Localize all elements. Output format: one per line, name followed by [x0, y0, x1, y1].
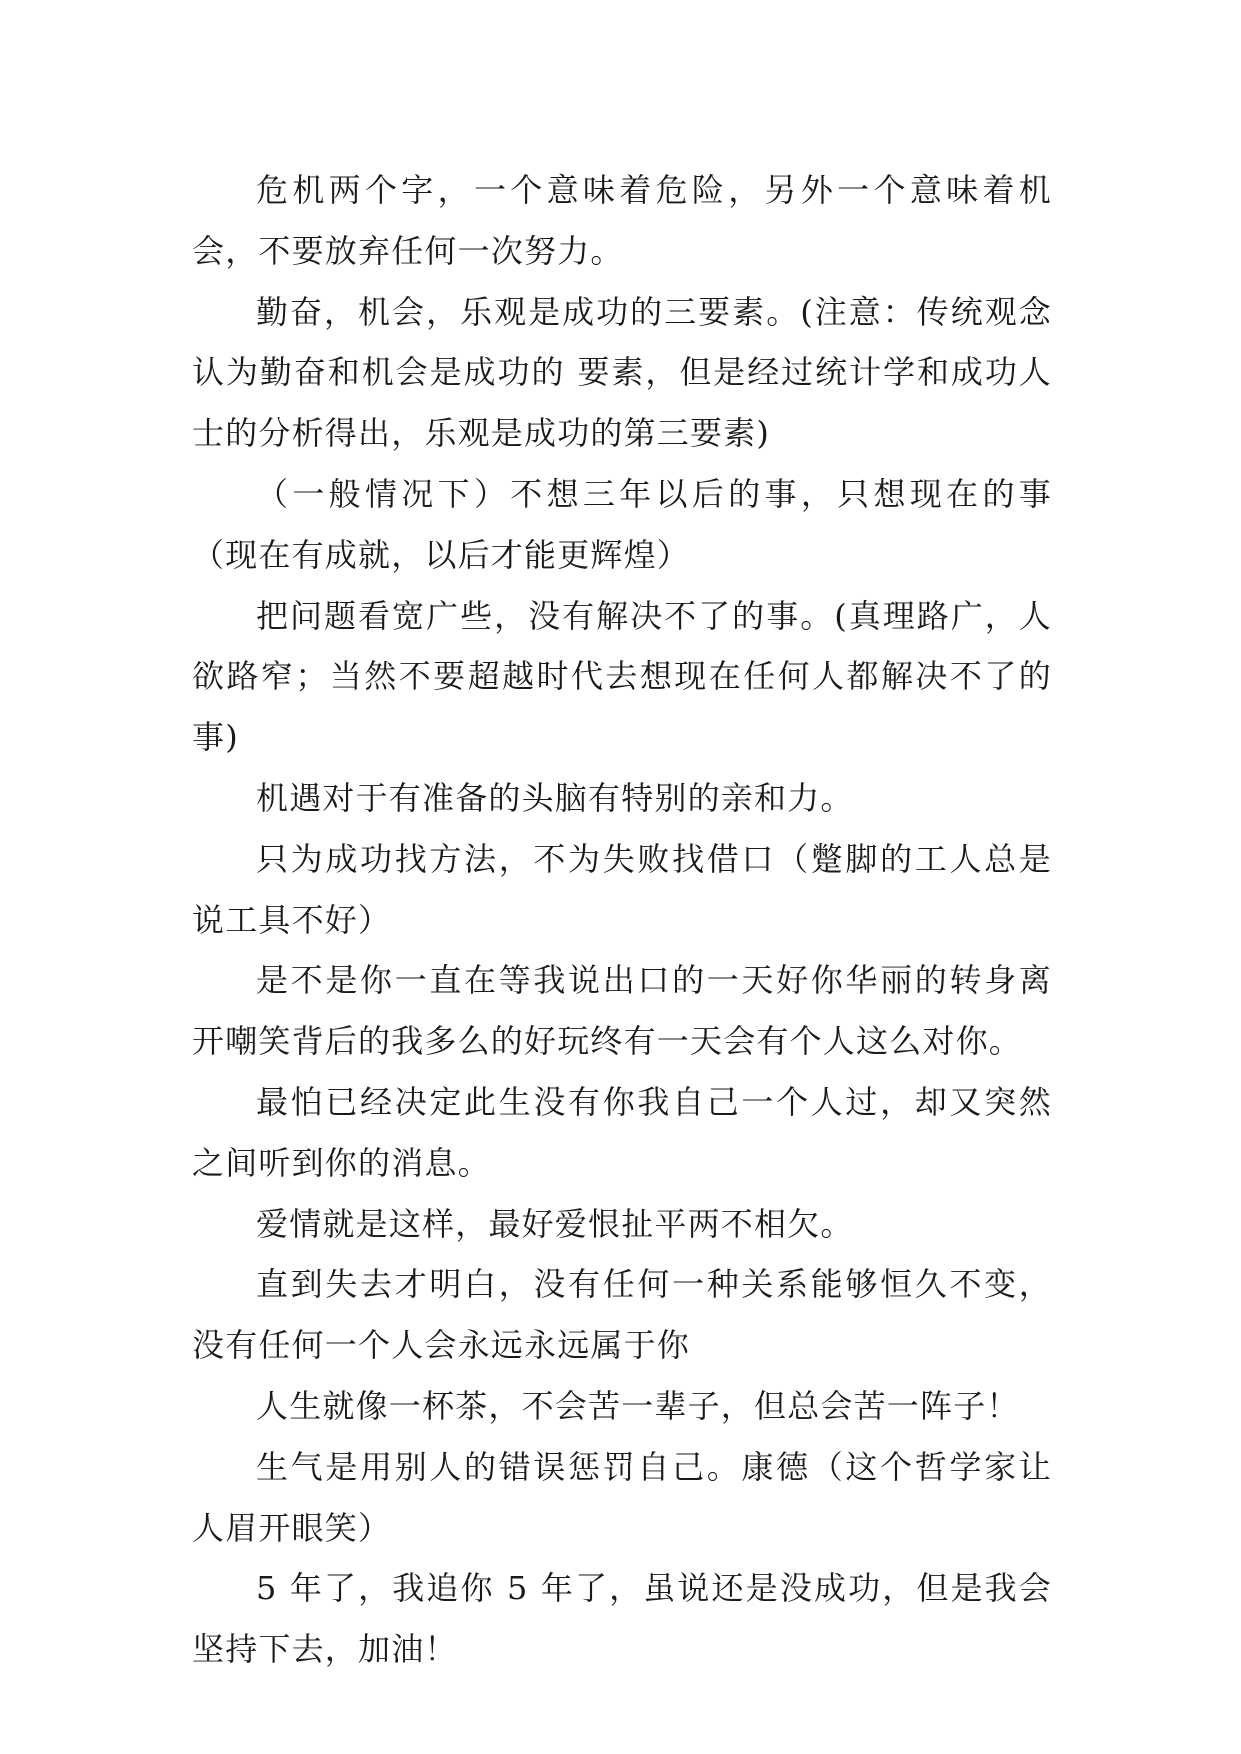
paragraph: 勤奋，机会，乐观是成功的三要素。(注意：传统观念认为勤奋和机会是成功的 要素，但是经过统计学和成功人士的分析得出，乐观是成功的第三要素) — [192, 292, 1052, 453]
document-body — [192, 160, 1052, 1680]
paragraph: 最怕已经决定此生没有你我自己一个人过，却又突然之间听到你的消息。 — [192, 1082, 1052, 1182]
paragraph: 直到失去才明白，没有任何一种关系能够恒久不变，没有任何一个人会永远永远属于你 — [192, 1265, 1052, 1365]
paragraph: 只为成功找方法，不为失败找借口（蹩脚的工人总是说工具不好） — [192, 839, 1052, 939]
paragraph: 把问题看宽广些，没有解决不了的事。(真理路广，人欲路窄；当然不要超越时代去想现在任何人都解决不了的事) — [192, 596, 1052, 757]
paragraph: 生气是用别人的错误惩罚自己。康德（这个哲学家让人眉开眼笑） — [192, 1447, 1052, 1547]
paragraph: 人生就像一杯茶，不会苦一辈子，但总会苦一阵子！ — [256, 1386, 1020, 1425]
paragraph: （一般情况下）不想三年以后的事，只想现在的事（现在有成就，以后才能更辉煌） — [192, 474, 1052, 574]
paragraph: 机遇对于有准备的头脑有特别的亲和力。 — [256, 778, 854, 817]
paragraph: 是不是你一直在等我说出口的一天好你华丽的转身离开嘲笑背后的我多么的好玩终有一天会有个人这么对你。 — [192, 961, 1052, 1061]
paragraph: 5 年了，我追你 5 年了，虽说还是没成功，但是我会坚持下去，加油！ — [192, 1569, 1052, 1669]
paragraph: 危机两个字，一个意味着危险，另外一个意味着机会，不要放弃任何一次努力。 — [192, 171, 1052, 270]
paragraph: 爱情就是这样，最好爱恨扯平两不相欠。 — [256, 1204, 854, 1243]
